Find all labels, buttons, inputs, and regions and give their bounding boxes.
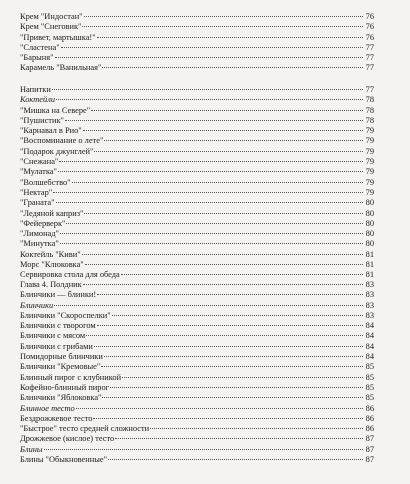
dot-leader [44, 449, 363, 450]
toc-entry-page-number: 84 [365, 331, 374, 341]
dot-leader [108, 459, 363, 460]
toc-entry-title: "Сластена" [20, 42, 60, 52]
toc-entry-title: "Воспоминание о лете" [20, 136, 104, 146]
dot-leader [84, 213, 363, 214]
dot-leader [66, 223, 363, 224]
dot-leader [83, 284, 363, 285]
toc-entry-page-number: 77 [365, 42, 374, 52]
toc-entry [20, 455, 374, 465]
toc-entry [20, 95, 374, 105]
toc-entry-title: "Привет, мартышка!" [20, 32, 96, 42]
dot-leader [56, 99, 363, 100]
toc-entry [20, 393, 374, 403]
toc-entry-page-number: 84 [365, 352, 374, 362]
toc-entry-title: Блинчики с грибами [20, 341, 93, 351]
toc-entry-page-number: 85 [365, 362, 374, 372]
dot-leader [58, 171, 363, 172]
toc-entry-page-number: 77 [365, 53, 374, 63]
toc-entry [20, 445, 374, 455]
dot-leader [121, 274, 363, 275]
dot-leader [94, 346, 363, 347]
toc-entry-page-number: 85 [365, 372, 374, 382]
toc-entry-page-number: 87 [365, 434, 374, 444]
dot-leader [82, 26, 363, 27]
toc-entry-title: Бездрожжевое тесто [20, 413, 93, 423]
toc-entry-title: Напитки [20, 85, 51, 94]
dot-leader [94, 151, 363, 152]
dot-leader [102, 397, 363, 398]
toc-entry-title: Блинчики [20, 300, 54, 310]
toc-entry-title: "Ледяной каприз" [20, 208, 84, 218]
toc-entry-page-number: 79 [365, 187, 374, 197]
toc-entry-title: "Мулатка" [20, 167, 57, 177]
toc-entry [20, 424, 374, 434]
toc-entry-title: Блинчики с творогом [20, 321, 96, 331]
toc-entry-title: Блинчики "Скороспелки" [20, 310, 111, 320]
toc-entry-title: Блинчики "Яблоковка" [20, 393, 102, 403]
toc-entry-title: "Снежана" [20, 157, 59, 167]
toc-entry-title: Сервировка стола для обеда [20, 270, 120, 280]
toc-entry-title: "Быстрое" тесто средней сложности [20, 424, 150, 434]
dot-leader [53, 192, 363, 193]
toc-entry-title: Коктейли [20, 95, 56, 105]
dot-leader [65, 120, 363, 121]
toc-entry-title: Блинчики — блинки! [20, 290, 97, 300]
toc-entry [20, 116, 374, 126]
toc-entry-page-number: 86 [365, 403, 374, 413]
toc-entry-page-number: 86 [365, 413, 374, 423]
toc-entry [20, 373, 374, 383]
dot-leader [85, 264, 363, 265]
toc-entry [20, 383, 374, 393]
toc-entry-page-number: 76 [365, 32, 374, 42]
toc-section-drinks [20, 85, 374, 281]
dot-leader [54, 305, 363, 306]
toc-entry [20, 12, 374, 22]
toc-entry-title: Блины "Обыкновенные" [20, 455, 108, 465]
toc-entry [20, 280, 374, 290]
toc-entry-page-number: 79 [365, 167, 374, 177]
dot-leader [55, 57, 363, 58]
dot-leader [52, 89, 363, 90]
toc-entry-title: "Лимонад" [20, 229, 59, 239]
toc-entry [20, 250, 374, 260]
dot-leader [112, 315, 363, 316]
dot-leader [97, 325, 363, 326]
toc-entry-title: "Подарок джунглей" [20, 146, 94, 156]
toc-entry-page-number: 79 [365, 136, 374, 146]
toc-entry-page-number: 76 [365, 12, 374, 21]
toc-entry [20, 342, 374, 352]
toc-entry-page-number: 78 [365, 115, 374, 125]
toc-entry [20, 85, 374, 95]
toc-entry-page-number: 80 [365, 208, 374, 218]
toc-entry-page-number: 86 [365, 424, 374, 434]
toc-entry-title: Карамель "Ванильная" [20, 63, 102, 73]
toc-section-desserts [20, 12, 374, 74]
toc-entry-page-number: 79 [365, 177, 374, 187]
toc-entry-title: "Мишка на Севере" [20, 105, 91, 115]
toc-entry-title: "Пушистик" [20, 115, 64, 125]
toc-entry [20, 198, 374, 208]
dot-leader [86, 335, 363, 336]
toc-entry-title: Коктейль "Киви" [20, 249, 81, 259]
dot-leader [101, 366, 363, 367]
toc-entry [20, 33, 374, 43]
toc-entry-page-number: 84 [365, 321, 374, 331]
toc-entry-title: "Нектар" [20, 187, 53, 197]
toc-entry-page-number: 81 [365, 260, 374, 270]
dot-leader [104, 140, 363, 141]
toc-entry [20, 178, 374, 188]
dot-leader [72, 182, 363, 183]
toc-entry-title: "Карнавал в Рио" [20, 126, 82, 136]
dot-leader [83, 130, 363, 131]
dot-leader [104, 356, 363, 357]
toc-entry-title: Морс "Клюковка" [20, 260, 84, 270]
toc-entry-title: Помидорные блинчики [20, 352, 103, 362]
toc-entry-page-number: 80 [365, 229, 374, 239]
toc-entry-page-number: 79 [365, 157, 374, 167]
toc-entry [20, 126, 374, 136]
toc-entry-page-number: 80 [365, 198, 374, 208]
toc-entry [20, 434, 374, 444]
dot-leader [97, 294, 363, 295]
toc-entry-page-number: 85 [365, 382, 374, 392]
dot-leader [56, 202, 363, 203]
toc-entry-title: "Минутка" [20, 239, 59, 249]
dot-leader [84, 16, 363, 17]
toc-entry [20, 188, 374, 198]
toc-entry-page-number: 76 [365, 22, 374, 32]
dot-leader [59, 161, 363, 162]
toc-entry-title: Блинный пирог с клубникой [20, 372, 122, 382]
toc-entry-page-number: 87 [365, 444, 374, 454]
toc-entry-title: Блинчики с мясом [20, 331, 86, 341]
toc-entry [20, 414, 374, 424]
toc-entry-page-number: 79 [365, 126, 374, 136]
dot-leader [61, 47, 363, 48]
toc-entry [20, 167, 374, 177]
toc-entry [20, 63, 374, 73]
toc-entry-page-number: 78 [365, 105, 374, 115]
dot-leader [91, 110, 363, 111]
toc-entry-title: "Граната" [20, 198, 55, 208]
toc-section-chapter-4 [20, 280, 374, 465]
toc-entry-page-number: 81 [365, 249, 374, 259]
toc-entry [20, 106, 374, 116]
toc-entry-page-number: 83 [365, 310, 374, 320]
toc-entry [20, 136, 374, 146]
toc-entry-page-number: 79 [365, 146, 374, 156]
dot-leader [102, 67, 363, 68]
dot-leader [122, 377, 363, 378]
dot-leader [93, 418, 363, 419]
toc-entry-page-number: 77 [365, 63, 374, 73]
dot-leader [115, 438, 363, 439]
toc-entry [20, 53, 374, 63]
toc-entry-page-number: 84 [365, 341, 374, 351]
toc-entry-page-number: 80 [365, 239, 374, 249]
toc-entry-title: Крем "Снеговик" [20, 22, 82, 32]
dot-leader [110, 387, 363, 388]
dot-leader [150, 428, 363, 429]
toc-entry [20, 311, 374, 321]
toc-entry [20, 209, 374, 219]
toc-entry [20, 157, 374, 167]
dot-leader [97, 37, 363, 38]
toc-entry-page-number: 83 [365, 290, 374, 300]
toc-entry-title: Дрожжевое (кислое) тесто [20, 434, 115, 444]
toc-entry [20, 260, 374, 270]
toc-entry [20, 331, 374, 341]
toc-entry-title: Блины [20, 444, 43, 454]
toc-entry [20, 301, 374, 311]
dot-leader [82, 254, 363, 255]
toc-entry [20, 239, 374, 249]
toc-entry-page-number: 85 [365, 393, 374, 403]
toc-entry-page-number: 80 [365, 218, 374, 228]
toc-entry [20, 43, 374, 53]
toc-entry-title: Кофейно-блинный пирог [20, 382, 110, 392]
toc-entry-page-number: 81 [365, 270, 374, 280]
toc-entry [20, 321, 374, 331]
toc-entry [20, 147, 374, 157]
toc-entry [20, 219, 374, 229]
toc-entry [20, 404, 374, 414]
dot-leader [76, 408, 363, 409]
toc-entry-title: Блинное тесто [20, 403, 75, 413]
toc-entry-page-number: 77 [365, 85, 374, 94]
toc-entry-page-number: 78 [365, 95, 374, 105]
toc-entry-page-number: 83 [365, 280, 374, 289]
toc-entry-page-number: 87 [365, 455, 374, 465]
toc-entry [20, 362, 374, 372]
toc-entry-title: "Волшебство" [20, 177, 71, 187]
toc-entry [20, 290, 374, 300]
toc-entry [20, 229, 374, 239]
toc-entry [20, 22, 374, 32]
toc-entry-title: "Фейерверк" [20, 218, 66, 228]
toc-entry-title: Блинчики "Кремовые" [20, 362, 101, 372]
toc-entry-page-number: 83 [365, 300, 374, 310]
toc-entry-title: "Барыня" [20, 53, 54, 63]
toc-entry [20, 352, 374, 362]
toc-entry-title: Крем "Индостан" [20, 12, 83, 21]
toc-entry-title: Глава 4. Полдник [20, 280, 82, 289]
dot-leader [60, 243, 363, 244]
dot-leader [60, 233, 363, 234]
